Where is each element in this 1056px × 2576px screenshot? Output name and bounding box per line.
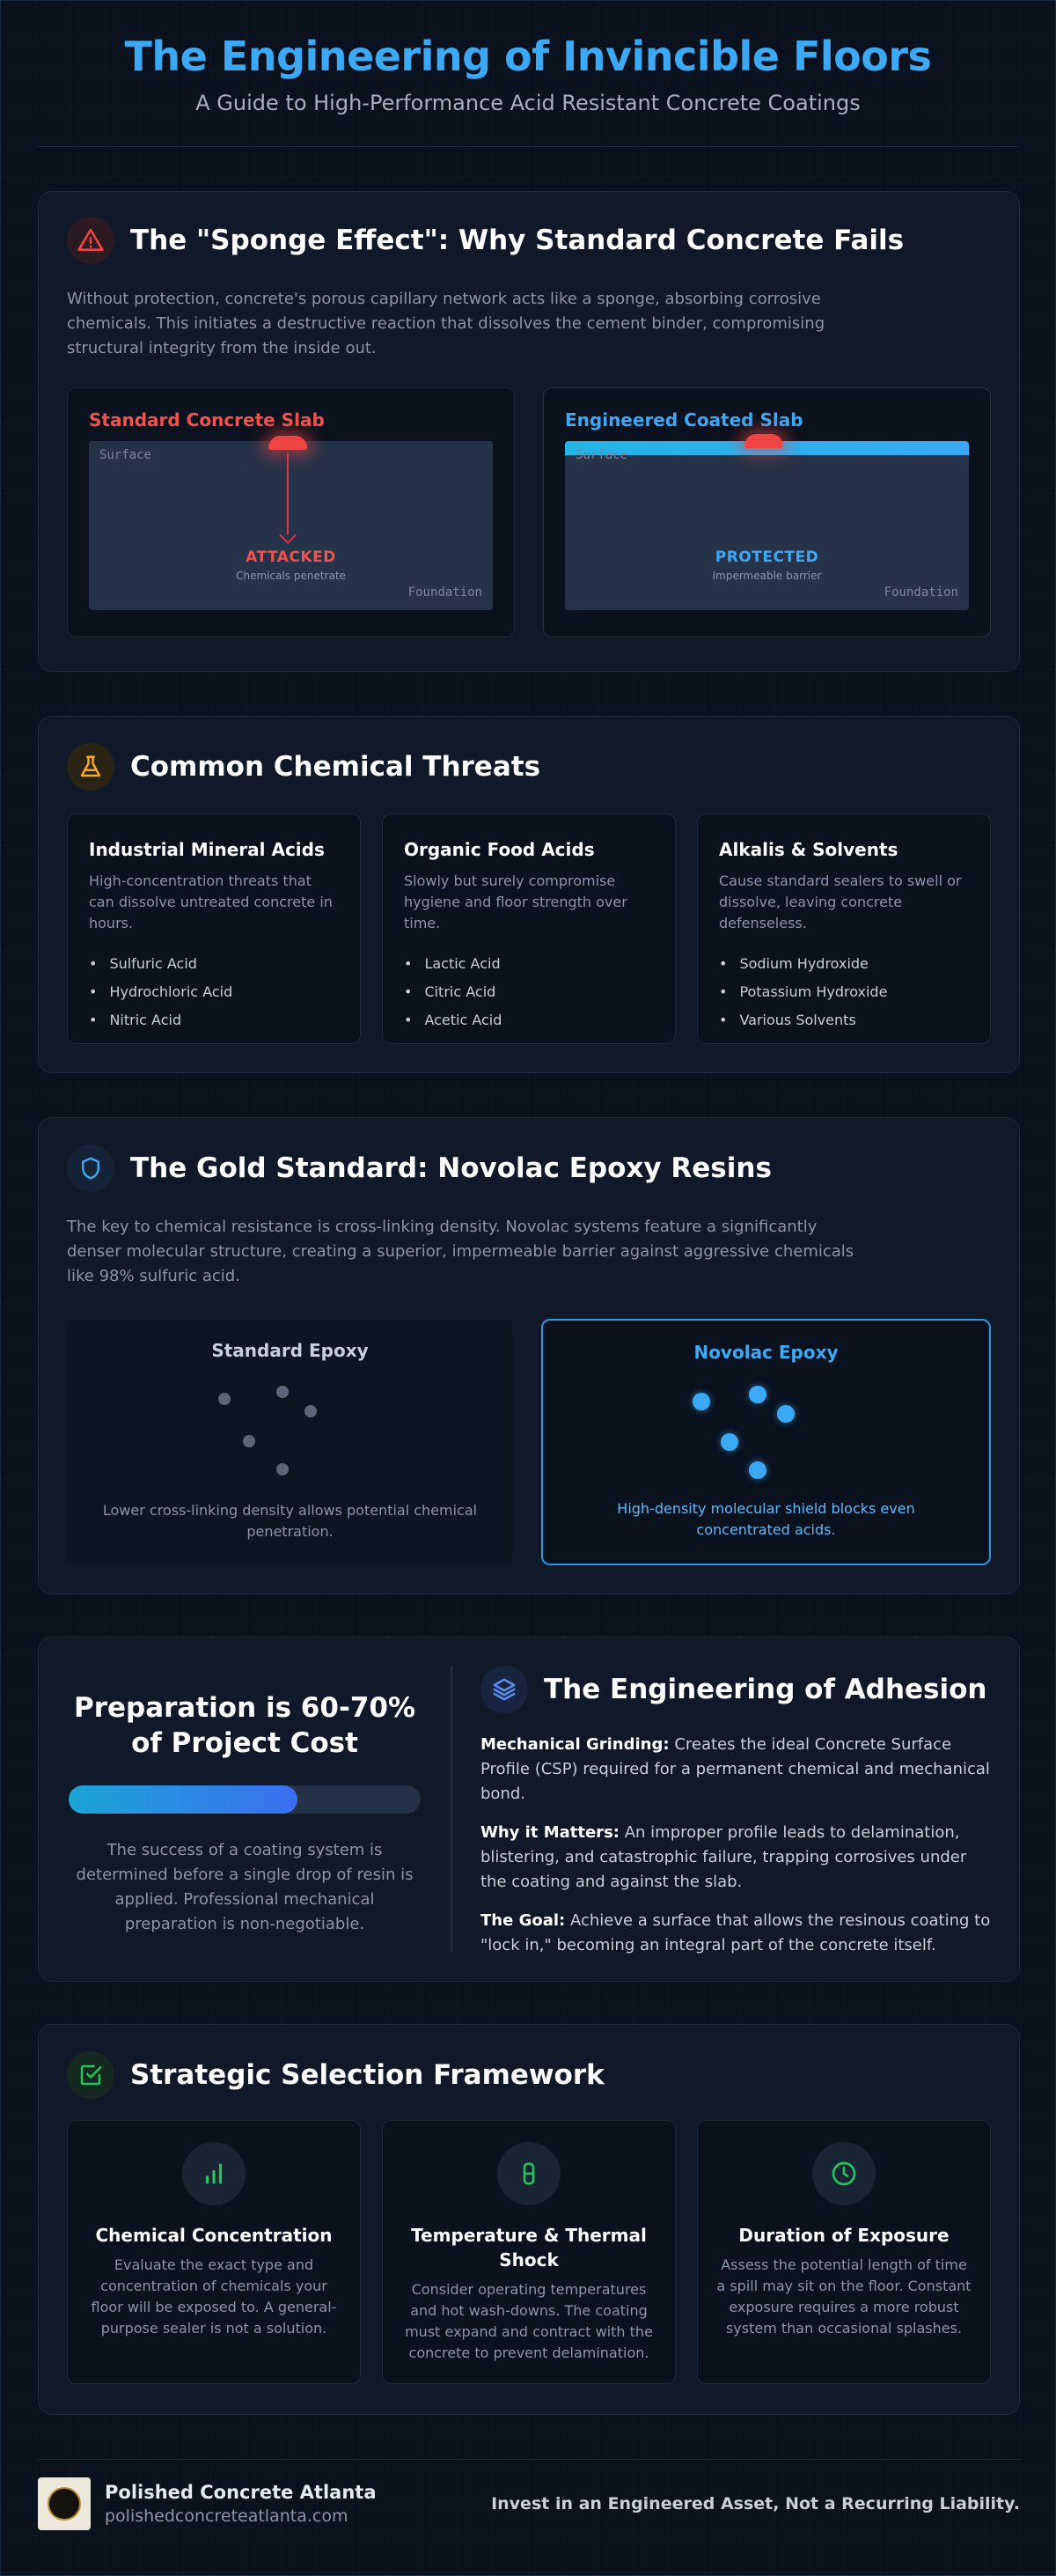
strategy-title: Temperature & Thermal Shock	[411, 2225, 647, 2271]
page-header	[38, 1, 1018, 147]
logo-emblem	[48, 2487, 81, 2521]
arrow-head-icon	[279, 526, 297, 544]
molecule	[276, 1463, 289, 1476]
strategy-title: Duration of Exposure	[738, 2225, 950, 2246]
strategy-section	[38, 2024, 1020, 2415]
surface-label: Surface	[576, 448, 628, 462]
strategy-card	[697, 2120, 991, 2384]
chemical-threats-section	[38, 716, 1020, 1073]
flask-icon	[67, 743, 114, 791]
molecule	[749, 1386, 766, 1403]
list-item: • Hydrochloric Acid	[89, 978, 339, 1006]
list-item: • Sodium Hydroxide	[719, 950, 969, 978]
strategy-card	[67, 2120, 361, 2384]
threat-card	[67, 813, 361, 1044]
threat-description: High-concentration threats that can dissolve untreated concrete in hours.	[89, 872, 333, 931]
slab-diagram	[89, 441, 493, 610]
layers-icon	[480, 1666, 528, 1713]
status-label: ATTACKED	[246, 548, 336, 566]
chemical-drop	[744, 434, 783, 448]
point-text: Creates the ideal Concrete Surface Profile (CSP) required for a permanent chemical and mechanical bond.	[480, 1735, 990, 1803]
novolac-section	[38, 1117, 1020, 1594]
section-description: The key to chemical resistance is cross-linking density. Novolac systems feature a significantly denser molecular structure, creating a superior, impermeable barrier against aggressive chemicals like 98% sulfuric acid.	[67, 1218, 854, 1285]
shield-icon	[67, 1144, 114, 1192]
page-subtitle: A Guide to High-Performance Acid Resistant Concrete Coatings	[195, 91, 861, 115]
check-square-icon	[67, 2051, 114, 2099]
list-item: • Acetic Acid	[404, 1006, 654, 1034]
slab-title: Engineered Coated Slab	[565, 409, 803, 431]
molecule	[777, 1405, 795, 1423]
strategy-title: Chemical Concentration	[95, 2225, 333, 2246]
list-item: • Lactic Acid	[404, 950, 654, 978]
molecule	[749, 1461, 766, 1479]
threat-description: Slowly but surely compromise hygiene and floor strength over time.	[404, 872, 627, 931]
chemical-drop	[268, 436, 307, 450]
threat-card	[697, 813, 991, 1044]
adhesion-point	[480, 1909, 991, 1958]
strategy-description: Consider operating temperatures and hot wash-downs. The coating must expand and contract with the concrete to prevent delamination.	[405, 2281, 653, 2361]
sponge-effect-section	[38, 191, 1020, 672]
threat-card	[382, 813, 676, 1044]
strategy-description: Evaluate the exact type and concentration of chemicals your floor will be exposed to. A general-purpose sealer is not a solution.	[91, 2256, 337, 2337]
status-sub: Chemicals penetrate	[236, 570, 346, 582]
preparation-description: The success of a coating system is determined before a single drop of resin is applied. Professional mechanical preparation is non-negotiable.	[76, 1841, 414, 1933]
section-title: The Gold Standard: Novolac Epoxy Resins	[130, 1152, 772, 1184]
point-label: Why it Matters:	[480, 1823, 620, 1842]
progress-fill	[69, 1785, 297, 1814]
threat-title: Alkalis & Solvents	[719, 839, 898, 860]
adhesion-point	[480, 1733, 991, 1807]
adhesion-panel	[452, 1638, 1019, 1981]
slab-title: Standard Concrete Slab	[89, 409, 325, 431]
bar-chart-icon	[182, 2142, 246, 2205]
list-item: • Various Solvents	[719, 1006, 969, 1034]
strategy-description: Assess the potential length of time a spill may sit on the floor. Constant exposure requires a more robust system than occasional splashes.	[716, 2256, 972, 2337]
epoxy-title: Standard Epoxy	[211, 1340, 369, 1361]
brand-name: Polished Concrete Atlanta	[105, 2481, 377, 2503]
section-description: Without protection, concrete's porous capillary network acts like a sponge, absorbing corrosive chemicals. This initiates a destructive reaction that dissolves the cement binder, compromising structural integrity from the inside out.	[67, 290, 825, 357]
point-text: An improper profile leads to delamination, blistering, and catastrophic failure, trapping corrosives under the coating and against the slab.	[480, 1823, 967, 1891]
preparation-progress-bar	[69, 1785, 421, 1814]
molecule	[721, 1433, 738, 1451]
page-title: The Engineering of Invincible Floors	[124, 33, 932, 80]
threat-title: Industrial Mineral Acids	[89, 839, 325, 860]
section-title: The Engineering of Adhesion	[544, 1674, 987, 1705]
section-title: The "Sponge Effect": Why Standard Concrete Fails	[130, 224, 905, 256]
list-item: • Citric Acid	[404, 978, 654, 1006]
preparation-title: Preparation is 60-70% of Project Cost	[73, 1692, 416, 1759]
point-text: Achieve a surface that allows the resinous coating to "lock in," becoming an integral part of the concrete itself.	[480, 1911, 991, 1954]
epoxy-caption: High-density molecular shield blocks even concentrated acids.	[617, 1500, 915, 1538]
point-label: Mechanical Grinding:	[480, 1735, 670, 1754]
molecule	[276, 1386, 289, 1398]
footer-tagline: Invest in an Engineered Asset, Not a Recurring Liability.	[491, 2493, 1020, 2513]
thermometer-icon	[497, 2142, 561, 2205]
epoxy-title: Novolac Epoxy	[693, 1342, 839, 1363]
brand-logo[interactable]	[38, 2477, 91, 2530]
page-footer	[38, 2459, 1020, 2547]
adhesion-point	[480, 1821, 991, 1895]
clock-icon	[812, 2142, 876, 2205]
list-item: • Nitric Acid	[89, 1006, 339, 1034]
surface-label: Surface	[99, 448, 152, 462]
standard-epoxy-card	[67, 1319, 513, 1565]
preparation-section	[38, 1637, 1020, 1982]
molecule	[693, 1393, 710, 1410]
brand-url-link[interactable]: polishedconcreteatlanta.com	[105, 2506, 348, 2526]
molecule	[243, 1435, 255, 1447]
foundation-label: Foundation	[407, 585, 482, 600]
novolac-epoxy-card	[541, 1319, 991, 1565]
section-title: Strategic Selection Framework	[130, 2059, 605, 2091]
threat-title: Organic Food Acids	[404, 839, 595, 860]
threat-description: Cause standard sealers to swell or dissolve, leaving concrete defenseless.	[719, 872, 962, 931]
list-item: • Sulfuric Acid	[89, 950, 339, 978]
coated-slab-card	[543, 387, 991, 637]
foundation-label: Foundation	[884, 585, 958, 600]
slab-diagram	[565, 441, 969, 610]
epoxy-caption: Lower cross-linking density allows potential chemical penetration.	[102, 1502, 478, 1540]
molecule	[218, 1393, 231, 1405]
list-item: • Potassium Hydroxide	[719, 978, 969, 1006]
status-label: PROTECTED	[715, 548, 819, 566]
penetration-arrow	[287, 453, 289, 534]
molecule	[304, 1405, 317, 1417]
standard-slab-card	[67, 387, 515, 637]
warning-icon	[67, 217, 114, 264]
strategy-card	[382, 2120, 676, 2384]
point-label: The Goal:	[480, 1911, 566, 1930]
section-title: Common Chemical Threats	[130, 751, 541, 783]
preparation-panel	[39, 1666, 452, 1953]
status-sub: Impermeable barrier	[712, 570, 822, 582]
